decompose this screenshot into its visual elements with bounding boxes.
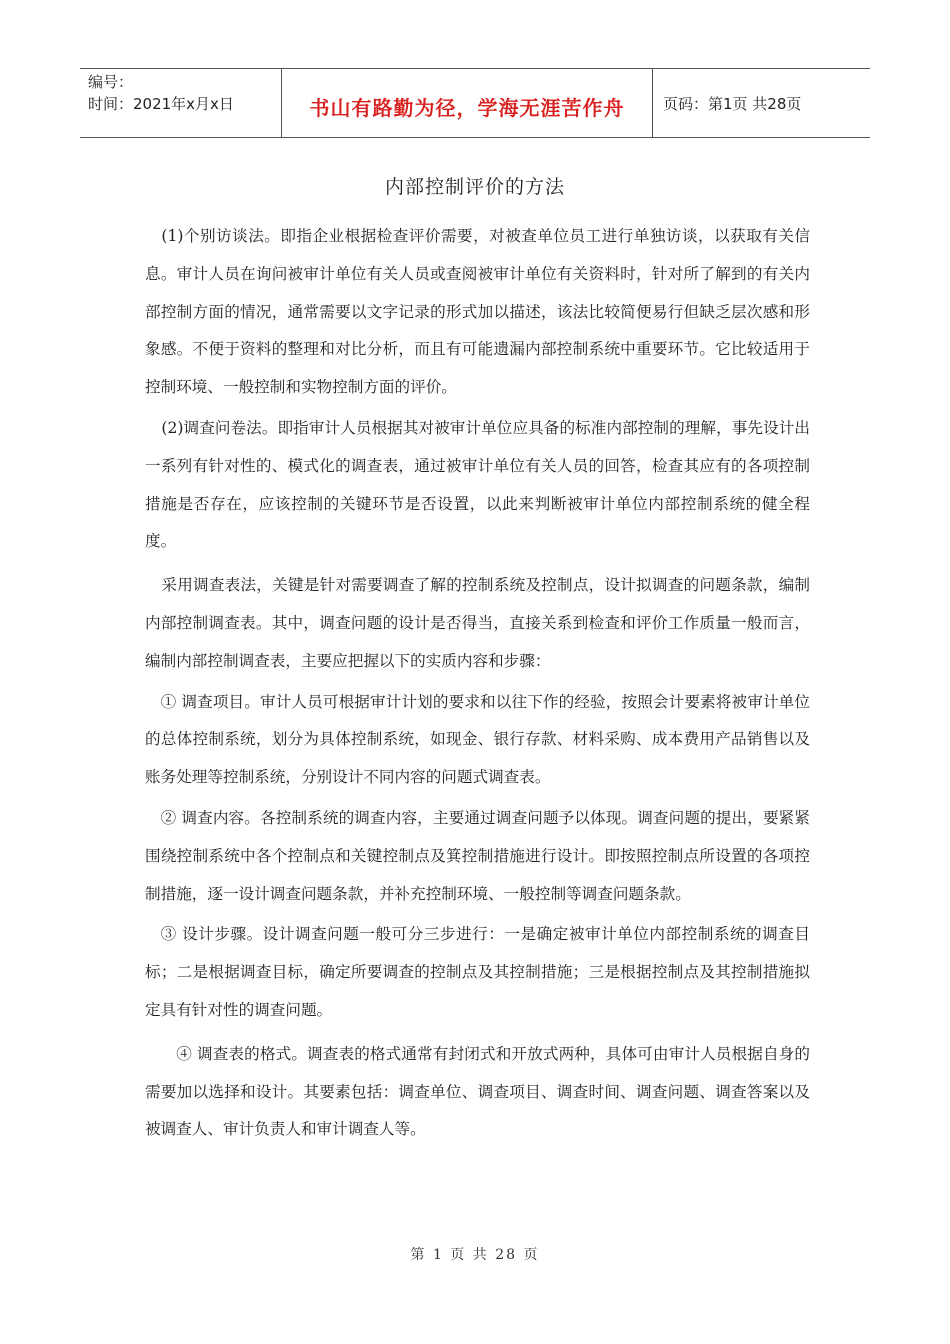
header-page-info: 页码：第1页 共28页 [663,94,802,113]
paragraph-step-content: ② 调查内容。各控制系统的调查内容，主要通过调查问题予以体现。调查问题的提出，要紧紧围绕控制系统中各个控制点和关键控制点及箕控制措施进行设计。即按照控制点所设置的各项控制措施，逐一设计调查问题条款，并补充控制环境、一般控制等调查问题条款。 [145,808,810,903]
paragraph-questionnaire-method: (2)调查问卷法。即指审计人员根据其对被审计单位应具备的标准内部控制的理解，事先设计出一系列有针对性的、模式化的调查表，通过被审计单位有关人员的回答，检查其应有的各项控制措施是否存在，应该控制的关键环节是否设置，以此来判断被审计单位内部控制系统的健全程度。 [145,418,810,551]
header-number-label: 编号： [88,73,134,91]
document-header [80,68,870,138]
page-footer: 第 1 页 共 28 页 [410,1247,540,1263]
header-meta [80,69,281,137]
document-body [145,218,810,1149]
header-motto: 书山有路勤为径，学海无涯苦作舟 [309,95,625,120]
paragraph-survey-table-intro: 采用调查表法，关键是针对需要调查了解的控制系统及控制点，设计拟调查的问题条款，编制内部控制调查表。其中，调查问题的设计是否得当，直接关系到检查和评价工作质量一般而言，编制内部控制调查表，主要应把握以下的实质内容和步骤： [145,576,810,670]
paragraph-step-format: ④ 调查表的格式。调查表的格式通常有封闭式和开放式两种，具体可由审计人员根据自身的需要加以选择和设计。其要素包括：调查单位、调查项目、调查时间、调查问题、调查答案以及被调查人、审计负责人和审计调查人等。 [145,1044,810,1139]
header-motto-cell [281,69,653,137]
header-date: 时间：2021年x月x日 [88,95,234,113]
paragraph-step-items: ① 调查项目。审计人员可根据审计计划的要求和以往下作的经验，按照会计要素将被审计单位的总体控制系统，划分为具体控制系统，如现金、银行存款、材料采购、成本费用产品销售以及账务处理等控制系统，分别设计不同内容的问题式调查表。 [145,692,810,787]
paragraph-interview-method: (1)个别访谈法。即指企业根据检查评价需要，对被查单位员工进行单独访谈，以获取有关信息。审计人员在询问被审计单位有关人员或查阅被审计单位有关资料时，针对所了解到的有关内部控制方面的情况，通常需要以文字记录的形式加以描述，该法比较简便易行但缺乏层次感和形象感。不便于资料的整理和对比分析，而且有可能遗漏内部控制系统中重要环节。它比较适用于控制环境、一般控制和实物控制方面的评价。 [145,227,810,397]
document-title: 内部控制评价的方法 [384,176,565,198]
paragraph-step-design: ③ 设计步骤。设计调查问题一般可分三步进行：一是确定被审计单位内部控制系统的调查目标；二是根据调查目标，确定所要调查的控制点及其控制措施；三是根据控制点及其控制措施拟定具有针对性的调查问题。 [145,925,810,1019]
